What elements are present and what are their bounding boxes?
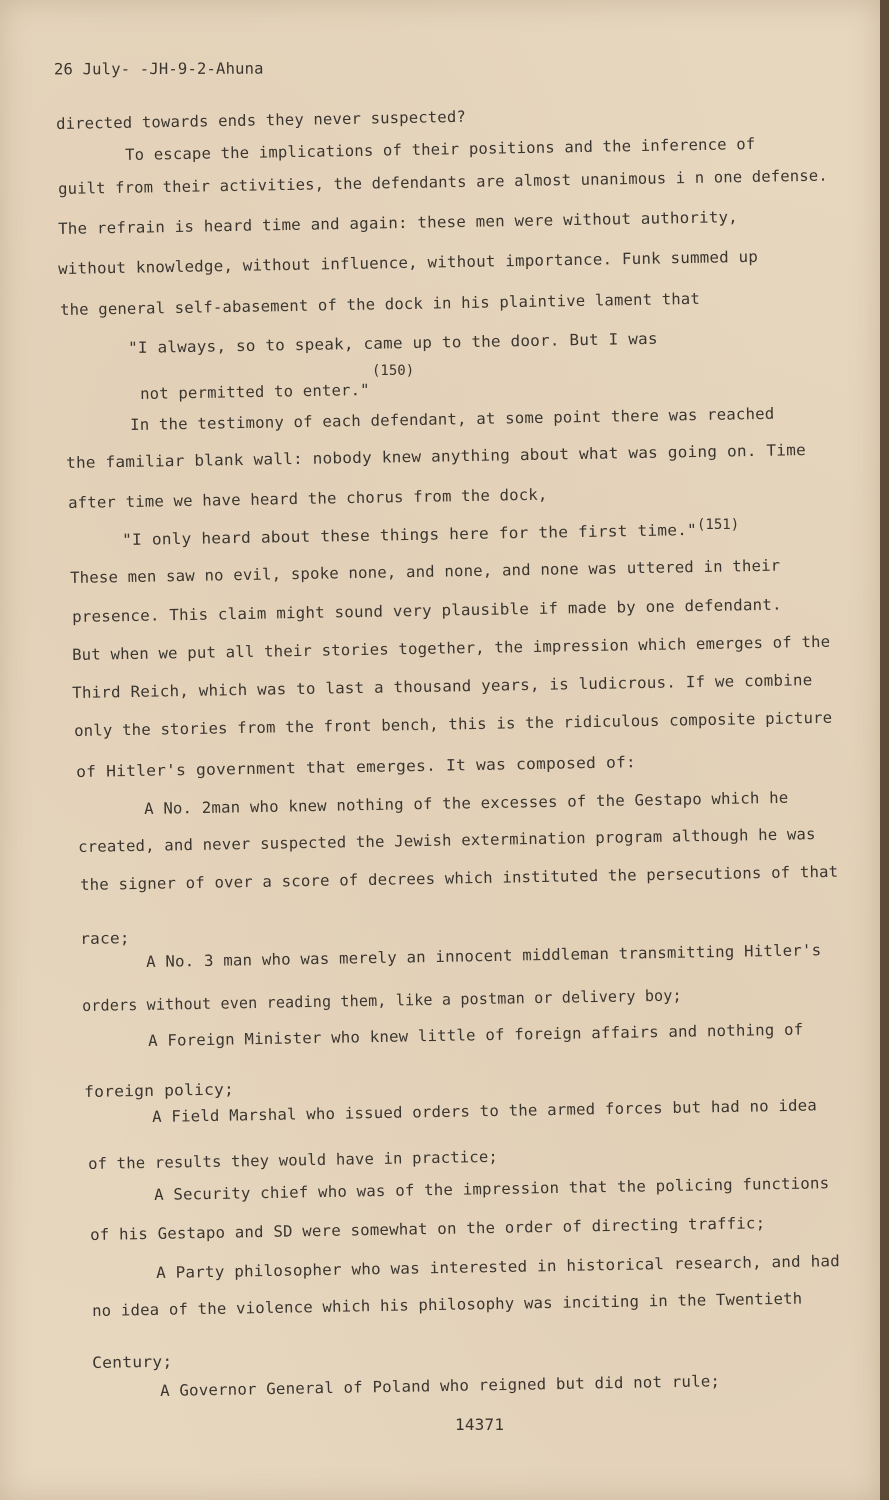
text-line: guilt from their activities, the defendants are almost unanimous i n one defense. [57,166,828,198]
text-line: without knowledge, without influence, without importance. Funk summed up [57,247,759,278]
text-line: A Field Marshal who issued orders to the armed forces but had no idea [151,1096,818,1126]
text-line: The refrain is heard time and again: these men were without authority, [57,208,739,238]
text-line: Third Reich, which was to last a thousand years, is ludicrous. If we combine [71,671,813,702]
text-line: These men saw no evil, spoke none, and none, and none was uttered in their [69,556,781,587]
text-line: In the testimony of each defendant, at some point there was reached [129,404,775,434]
text-line: To escape the implications of their positions and the inference of [124,134,756,164]
text-line: Century; [91,1352,173,1372]
text-line: A No. 2man who knew nothing of the excesses of the Gestapo which he [143,788,789,818]
text-line: directed towards ends they never suspected? [55,107,467,133]
page-number: 14371 [455,1415,505,1434]
quote-line: not permitted to enter." [139,380,370,403]
footnote-marker-151: (151) [697,517,740,533]
text-line: of Hitler's government that emerges. It was composed of: [75,753,637,781]
text-line: of his Gestapo and SD were somewhat on the order of directing traffic; [89,1214,766,1244]
quote-line: "I only heard about these things here for the first time." [121,520,698,549]
text-line: A Governor General of Poland who reigned but did not rule; [159,1372,721,1400]
text-line: of the results they would have in practice; [87,1147,499,1173]
text-line: A Party philosopher who was interested in historical research, and had [155,1252,841,1282]
text-line: presence. This claim might sound very plausible if made by one defendant. [71,595,782,626]
text-line: the signer of over a score of decrees which instituted the persecutions of that [79,862,839,894]
quote-line: "I always, so to speak, came up to the door. But I was [127,329,658,357]
text-line: no idea of the violence which his philosophy was inciting in the Twentieth [91,1289,803,1320]
text-line: after time we have heard the chorus from the dock, [67,485,548,512]
text-line: But when we put all their stories together, the impression which emerges of the [71,632,831,664]
text-line: the familiar blank wall: nobody knew anything about what was going on. Time [65,441,807,472]
text-line: only the stories from the front bench, this is the ridiculous composite picture [73,708,833,740]
document-header: 26 July- -JH-9-2-Ahuna [53,59,264,79]
footnote-marker-150: (150) [372,363,415,379]
text-line: race; [79,929,130,948]
text-line: A Security chief who was of the impression that the policing functions [153,1174,830,1204]
text-line: created, and never suspected the Jewish extermination program although he was [77,825,816,856]
text-line: foreign policy; [83,1080,235,1101]
text-line: orders without even reading them, like a postman or delivery boy; [81,986,682,1015]
text-line: A No. 3 man who was merely an innocent middleman transmitting Hitler's [145,941,822,971]
text-line: A Foreign Minister who knew little of foreign affairs and nothing of [147,1020,804,1050]
text-line: the general self-abasement of the dock in his plaintive lament that [59,289,701,319]
